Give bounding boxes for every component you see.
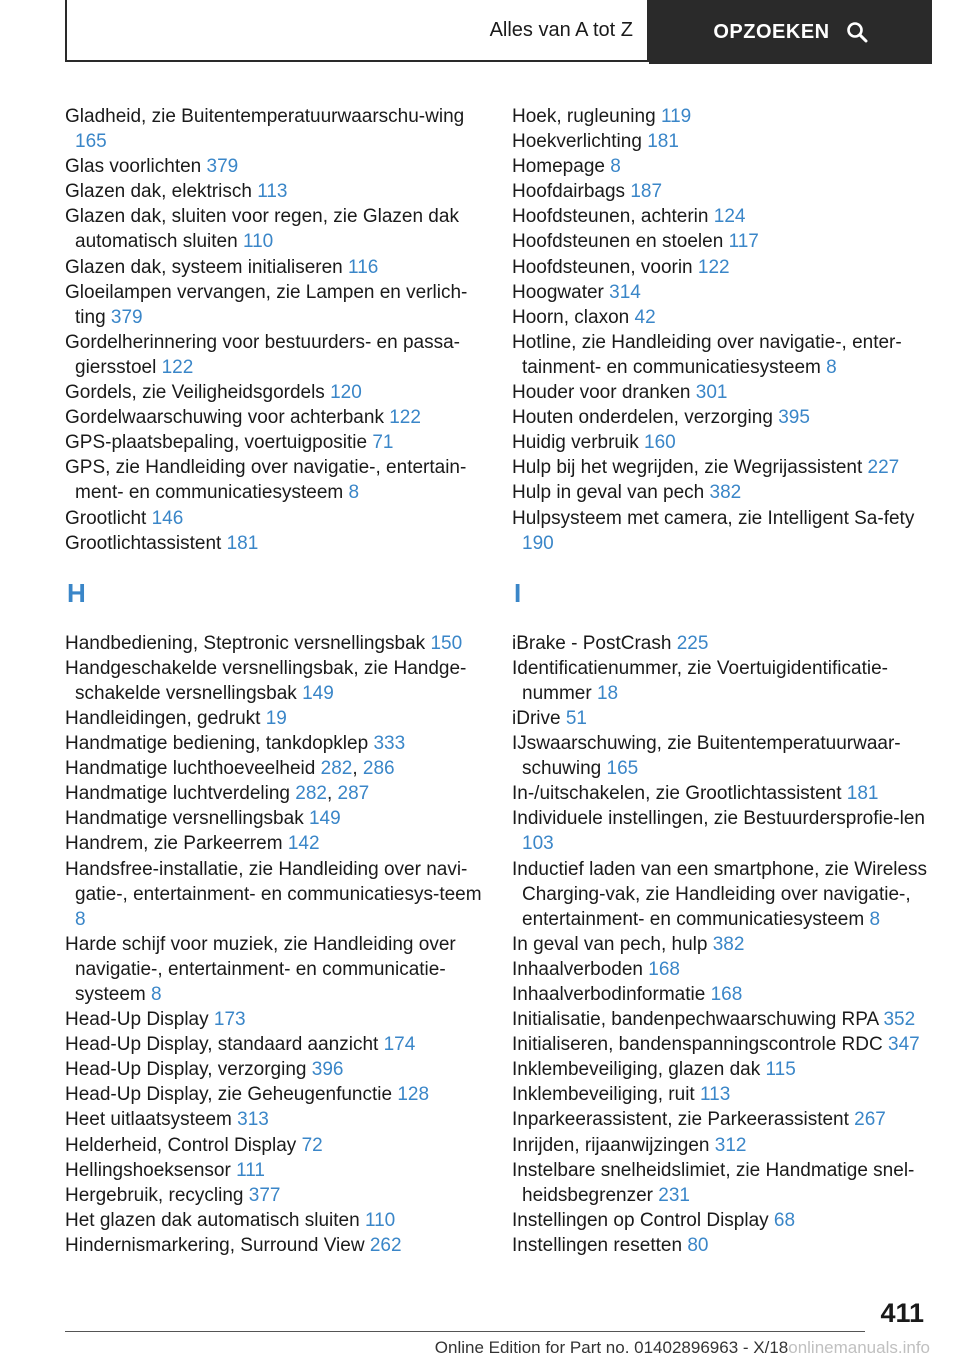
page-link[interactable]: 120 xyxy=(330,382,362,404)
index-entry-text: In-/uitschakelen, zie Grootlichtassistent xyxy=(512,783,842,805)
index-entry xyxy=(512,1107,932,1132)
index-entry xyxy=(65,330,485,380)
page-link[interactable]: 51 xyxy=(565,707,587,729)
index-entry: Handmatige luchtverdeling 282, 287 xyxy=(65,783,370,805)
tab-label: Alles van A tot Z xyxy=(489,18,633,41)
index-entry-text: Hulp bij het wegrijden, zie Wegrijassistent xyxy=(512,457,863,479)
index-entry xyxy=(65,380,485,405)
index-entry xyxy=(512,806,932,856)
search-icon xyxy=(846,21,868,43)
page-link[interactable]: 122 xyxy=(161,356,194,378)
page-link[interactable]: 68 xyxy=(773,1209,796,1231)
page-link[interactable]: 287 xyxy=(337,783,370,805)
page-link[interactable]: 42 xyxy=(634,306,656,328)
index-entry-text: Handmatige versnellingsbak xyxy=(65,808,304,830)
page-link[interactable]: 168 xyxy=(710,984,743,1005)
page-link[interactable]: 113 xyxy=(257,181,288,203)
page-link[interactable]: 116 xyxy=(348,256,379,278)
index-entry xyxy=(65,1107,485,1132)
index-entry xyxy=(65,506,485,531)
index-entry-text: Head-Up Display xyxy=(65,1009,209,1031)
index-entry-text: GPS-plaatsbepaling, voertuigpositie xyxy=(65,432,368,454)
index-entry-text: Gloeilampen vervangen, zie Lampen en verlich‐ting xyxy=(65,281,468,328)
page-link[interactable]: 72 xyxy=(301,1134,323,1156)
index-entry xyxy=(512,1032,932,1057)
page-link[interactable]: 313 xyxy=(237,1109,269,1131)
index-entry xyxy=(65,706,485,731)
index-entry xyxy=(512,154,932,179)
page-link[interactable]: 110 xyxy=(242,231,274,253)
page-link[interactable]: 19 xyxy=(265,707,287,729)
index-entry-text: Hoofdairbags xyxy=(512,181,626,203)
index-entry-text: Houder voor dranken xyxy=(512,382,691,404)
page-link[interactable]: 160 xyxy=(644,432,676,454)
page-link[interactable]: 165 xyxy=(606,758,639,780)
search-tab-button[interactable] xyxy=(649,0,932,64)
page-link[interactable]: 382 xyxy=(709,482,742,504)
index-entry-text: Inrijden, rijaanwijzingen xyxy=(512,1134,710,1156)
index-entry-text: Hoogwater xyxy=(512,281,604,303)
index-entry-text: Handrem, zie Parkeerrem xyxy=(65,833,283,855)
tab-alles-van-a-tot-z[interactable] xyxy=(65,0,649,62)
index-entry xyxy=(65,857,485,932)
index-entry xyxy=(65,1158,485,1183)
index-entry-text: iDrive xyxy=(512,707,561,729)
index-entry-text: Hindernismarkering, Surround View xyxy=(65,1234,365,1256)
index-entry-text: Identificatienummer, zie Voertuigidentificatie‐nummer xyxy=(512,657,888,704)
index-entry-text: Hulp in geval van pech xyxy=(512,482,705,504)
section-letter-i: I xyxy=(514,577,522,608)
page-link[interactable]: 8 xyxy=(348,482,360,504)
index-column-right xyxy=(512,104,932,1258)
index-entry-text: Houten onderdelen, verzorging xyxy=(512,407,773,429)
index-entry-text: Instellingen resetten xyxy=(512,1234,683,1256)
index-entry-text: Glazen dak, sluiten voor regen, zie Glazen dak automatisch sluiten xyxy=(65,206,459,253)
index-entry-text: Huidig verbruik xyxy=(512,432,639,454)
search-label: OPZOEKEN xyxy=(713,20,830,43)
page-link[interactable]: 71 xyxy=(372,432,394,454)
footer xyxy=(0,1334,960,1362)
index-entry-text: Hoorn, claxon xyxy=(512,306,630,328)
page-link[interactable]: 173 xyxy=(213,1009,246,1031)
index-entry-text: Glazen dak, elektrisch xyxy=(65,181,252,203)
index-entry-text: Gordelwaarschuwing voor achterbank xyxy=(65,407,384,429)
page-link[interactable]: 282 xyxy=(295,783,327,805)
index-entry xyxy=(512,480,932,505)
index-entry xyxy=(512,330,932,380)
index-entry xyxy=(512,455,932,480)
page-link[interactable]: 150 xyxy=(430,632,463,654)
index-entry xyxy=(512,104,932,129)
index-entry xyxy=(512,255,932,280)
index-entry xyxy=(65,531,485,556)
entries-g xyxy=(65,104,485,556)
index-entry-text: Grootlicht xyxy=(65,507,147,529)
page-link[interactable]: 146 xyxy=(151,507,184,529)
index-entry xyxy=(65,1082,485,1107)
page-link[interactable]: 181 xyxy=(226,532,259,554)
index-entry-text: Handgeschakelde versnellingsbak, zie Handge‐schakelde versnellingsbak xyxy=(65,657,467,704)
index-entry xyxy=(512,405,932,430)
index-entry xyxy=(512,932,932,957)
page-link[interactable]: 8 xyxy=(151,984,162,1005)
page-link[interactable]: 181 xyxy=(846,783,879,805)
index-entry xyxy=(512,706,932,731)
index-entry xyxy=(65,154,485,179)
page-link[interactable]: 312 xyxy=(714,1134,747,1156)
index-entry-text: Inhaalverbodinformatie xyxy=(512,984,706,1005)
page-link[interactable]: 115 xyxy=(765,1059,796,1081)
index-entry xyxy=(65,932,485,1007)
page-link[interactable]: 174 xyxy=(383,1034,416,1056)
index-entry-text: Handmatige bediening, tankdopklep xyxy=(65,733,369,755)
page-link[interactable]: 282 xyxy=(320,758,353,780)
index-entry-text: Helderheid, Control Display xyxy=(65,1134,297,1156)
index-entry xyxy=(512,229,932,254)
entries-i xyxy=(512,631,932,1258)
page-link[interactable]: 8 xyxy=(610,156,621,178)
page-link[interactable]: 149 xyxy=(308,808,341,830)
page-link[interactable]: 149 xyxy=(302,682,334,704)
entries-h xyxy=(65,631,485,1258)
index-entry xyxy=(512,957,932,982)
index-entry-text: GPS, zie Handleiding over navigatie-, entertain‐ment- en communicatiesysteem xyxy=(65,457,467,504)
page-link[interactable]: 165 xyxy=(75,131,107,153)
page-link[interactable]: 168 xyxy=(648,958,680,980)
index-entry xyxy=(512,179,932,204)
index-entry-text: Heet uitlaatsysteem xyxy=(65,1109,232,1131)
index-entry xyxy=(65,1208,485,1233)
index-entry xyxy=(512,1233,932,1258)
index-entry-text: Gordels, zie Veiligheidsgordels xyxy=(65,382,325,404)
index-entry xyxy=(65,1183,485,1208)
index-entry-text: Homepage xyxy=(512,156,605,178)
index-entry xyxy=(512,857,932,932)
index-entry xyxy=(65,280,485,330)
page-link[interactable]: 18 xyxy=(596,682,619,704)
index-entry xyxy=(512,1158,932,1208)
index-entry-text: Hoofdsteunen, achterin xyxy=(512,206,709,228)
index-entry xyxy=(65,1007,485,1032)
page-link[interactable]: 187 xyxy=(630,181,663,203)
index-entry xyxy=(512,656,932,706)
page-link[interactable]: 267 xyxy=(854,1109,886,1131)
index-entry-text: Handleidingen, gedrukt xyxy=(65,707,261,729)
page-link[interactable]: 119 xyxy=(660,106,692,127)
index-entry-text: Instellingen op Control Display xyxy=(512,1209,769,1231)
page-link[interactable]: 333 xyxy=(373,733,406,755)
index-entry-text: Hotline, zie Handleiding over navigatie-, enter‐tainment- en communicatiesysteem xyxy=(512,331,902,378)
page-number: 411 xyxy=(880,1298,924,1328)
index-entry-text: Hoofdsteunen, voorin xyxy=(512,256,693,278)
page-link[interactable]: 231 xyxy=(658,1184,690,1206)
entries-h-continued xyxy=(512,104,932,556)
page-link[interactable]: 347 xyxy=(888,1034,920,1056)
index-entry-text: Hulpsysteem met camera, zie Intelligent Sa‐fety xyxy=(512,507,915,529)
page-link[interactable]: 181 xyxy=(647,131,679,153)
index-entry-text: Inklembeveiliging, glazen dak xyxy=(512,1059,761,1081)
page-link[interactable]: 190 xyxy=(522,532,554,554)
index-entry-text: Hoek, rugleuning xyxy=(512,106,656,127)
page-link[interactable]: 395 xyxy=(778,407,810,429)
page-link[interactable]: 377 xyxy=(248,1184,281,1206)
page-link[interactable]: 113 xyxy=(699,1084,731,1106)
edition-text: Online Edition for Part no. 01402896963 - X/18 xyxy=(434,1338,789,1357)
index-entry-text: Hoekverlichting xyxy=(512,131,642,153)
index-entry xyxy=(512,129,932,154)
page-link[interactable]: 103 xyxy=(522,833,554,855)
index-entry-text: In geval van pech, hulp xyxy=(512,933,708,955)
page-link[interactable]: 128 xyxy=(397,1084,430,1106)
footer-divider xyxy=(65,1331,865,1332)
index-entry xyxy=(65,831,485,856)
brand-watermark: onlinemanuals.info xyxy=(788,1338,930,1357)
index-entry xyxy=(65,255,485,280)
index-entry-text: Glazen dak, systeem initialiseren xyxy=(65,256,343,278)
page-link[interactable]: 8 xyxy=(826,356,837,378)
index-entry xyxy=(65,1032,485,1057)
page-link[interactable]: 225 xyxy=(676,632,709,654)
page-link[interactable]: 314 xyxy=(609,281,641,303)
index-entry-text: Glas voorlichten xyxy=(65,156,202,178)
index-entry xyxy=(512,506,932,556)
index-entry xyxy=(65,656,485,706)
page-link[interactable]: 396 xyxy=(311,1059,344,1081)
index-entry-text: Hergebruik, recycling xyxy=(65,1184,244,1206)
index-column-left xyxy=(65,104,485,1258)
index-entry-text: Handmatige luchthoeveelheid xyxy=(65,758,316,780)
page-link[interactable]: 352 xyxy=(883,1009,916,1031)
index-entry-text: Handbediening, Steptronic versnellingsbak xyxy=(65,632,426,654)
index-entry-text: IJswaarschuwing, zie Buitentemperatuurwaar‐schuwing xyxy=(512,733,901,780)
index-entry xyxy=(512,1007,932,1032)
page-link[interactable]: 286 xyxy=(362,758,395,780)
page-link[interactable]: 110 xyxy=(364,1209,396,1231)
page-link[interactable]: 379 xyxy=(110,306,143,328)
index-entry-text: Harde schijf voor muziek, zie Handleiding over navigatie-, entertainment- en communicatie‐systeem xyxy=(65,933,456,1005)
index-entry-text: Individuele instellingen, zie Bestuurdersprofie‐len xyxy=(512,808,925,830)
index-entry-text: Hoofdsteunen en stoelen xyxy=(512,231,724,253)
index-entry xyxy=(65,631,485,656)
index-entry-text: Gladheid, zie Buitentemperatuurwaarschu‐wing xyxy=(65,106,465,127)
page-link[interactable]: 379 xyxy=(206,156,239,178)
index-entry-text: Initialisatie, bandenpechwaarschuwing RPA xyxy=(512,1009,879,1031)
header-bar xyxy=(65,0,932,64)
index-entry xyxy=(512,280,932,305)
index-entry xyxy=(65,1057,485,1082)
index-entry xyxy=(65,204,485,254)
index-entry: Handmatige luchthoeveelheid 282, 286 xyxy=(65,758,395,780)
index-entry xyxy=(512,1208,932,1233)
index-entry-text: Instelbare snelheidslimiet, zie Handmatige snel‐heidsbegrenzer xyxy=(512,1159,915,1206)
page-link[interactable]: 227 xyxy=(867,457,900,479)
page-link[interactable]: 382 xyxy=(712,933,745,955)
index-entry xyxy=(512,305,932,330)
index-entry-text: Inductief laden van een smartphone, zie Wireless Charging-vak, zie Handleiding over navigatie-, entertainment- en communicatiesysteem xyxy=(512,858,928,930)
index-entry xyxy=(512,631,932,656)
index-entry xyxy=(512,781,932,806)
index-entry-text: Head-Up Display, standaard aanzicht xyxy=(65,1034,379,1056)
section-letter-h: H xyxy=(67,577,86,608)
index-entry xyxy=(65,405,485,430)
page-link[interactable]: 262 xyxy=(369,1234,402,1256)
index-entry xyxy=(65,806,485,831)
page-link[interactable]: 122 xyxy=(697,256,730,278)
index-entry xyxy=(512,982,932,1007)
page-link[interactable]: 117 xyxy=(728,231,759,253)
index-entry xyxy=(512,380,932,405)
index-entry xyxy=(65,179,485,204)
index-entry xyxy=(65,455,485,505)
index-entry-text: Hellingshoeksensor xyxy=(65,1159,231,1181)
page-link[interactable]: 301 xyxy=(695,382,728,404)
index-entry xyxy=(512,1082,932,1107)
index-entry xyxy=(65,731,485,756)
page-link[interactable]: 122 xyxy=(389,407,421,429)
index-entry xyxy=(65,1133,485,1158)
page-link[interactable]: 8 xyxy=(869,908,881,930)
index-entry xyxy=(512,204,932,229)
index-entry-text: Head-Up Display, verzorging xyxy=(65,1059,307,1081)
page-link[interactable]: 111 xyxy=(236,1159,265,1181)
page-link[interactable]: 8 xyxy=(75,908,86,930)
index-entry-text: Inhaalverboden xyxy=(512,958,643,980)
index-entry xyxy=(512,731,932,781)
index-entry xyxy=(512,1057,932,1082)
index-entry-text: Het glazen dak automatisch sluiten xyxy=(65,1209,360,1231)
index-entry xyxy=(65,104,485,154)
index-entry-text: Gordelherinnering voor bestuurders- en passa‐giersstoel xyxy=(65,331,460,378)
page-link[interactable]: 142 xyxy=(287,833,320,855)
page-link[interactable]: 80 xyxy=(687,1234,709,1256)
index-entry-text: Grootlichtassistent xyxy=(65,532,222,554)
page-link[interactable]: 124 xyxy=(713,206,746,228)
index-entry-text: Handsfree-installatie, zie Handleiding over navi‐gatie-, entertainment- en communicatiesys‐teem xyxy=(65,858,482,905)
index-entry-text: Handmatige luchtverdeling xyxy=(65,783,290,805)
index-entry xyxy=(65,430,485,455)
index-entry-text: Initialiseren, bandenspanningscontrole RDC xyxy=(512,1034,883,1056)
index-entry-text: Head-Up Display, zie Geheugenfunctie xyxy=(65,1084,393,1106)
index-entry xyxy=(512,430,932,455)
index-entry-text: iBrake - PostCrash xyxy=(512,632,672,654)
index-entry-text: Inklembeveiliging, ruit xyxy=(512,1084,695,1106)
index-entry xyxy=(512,1133,932,1158)
index-entry-text: Inparkeerassistent, zie Parkeerassistent xyxy=(512,1109,849,1131)
index-entry xyxy=(65,1233,485,1258)
